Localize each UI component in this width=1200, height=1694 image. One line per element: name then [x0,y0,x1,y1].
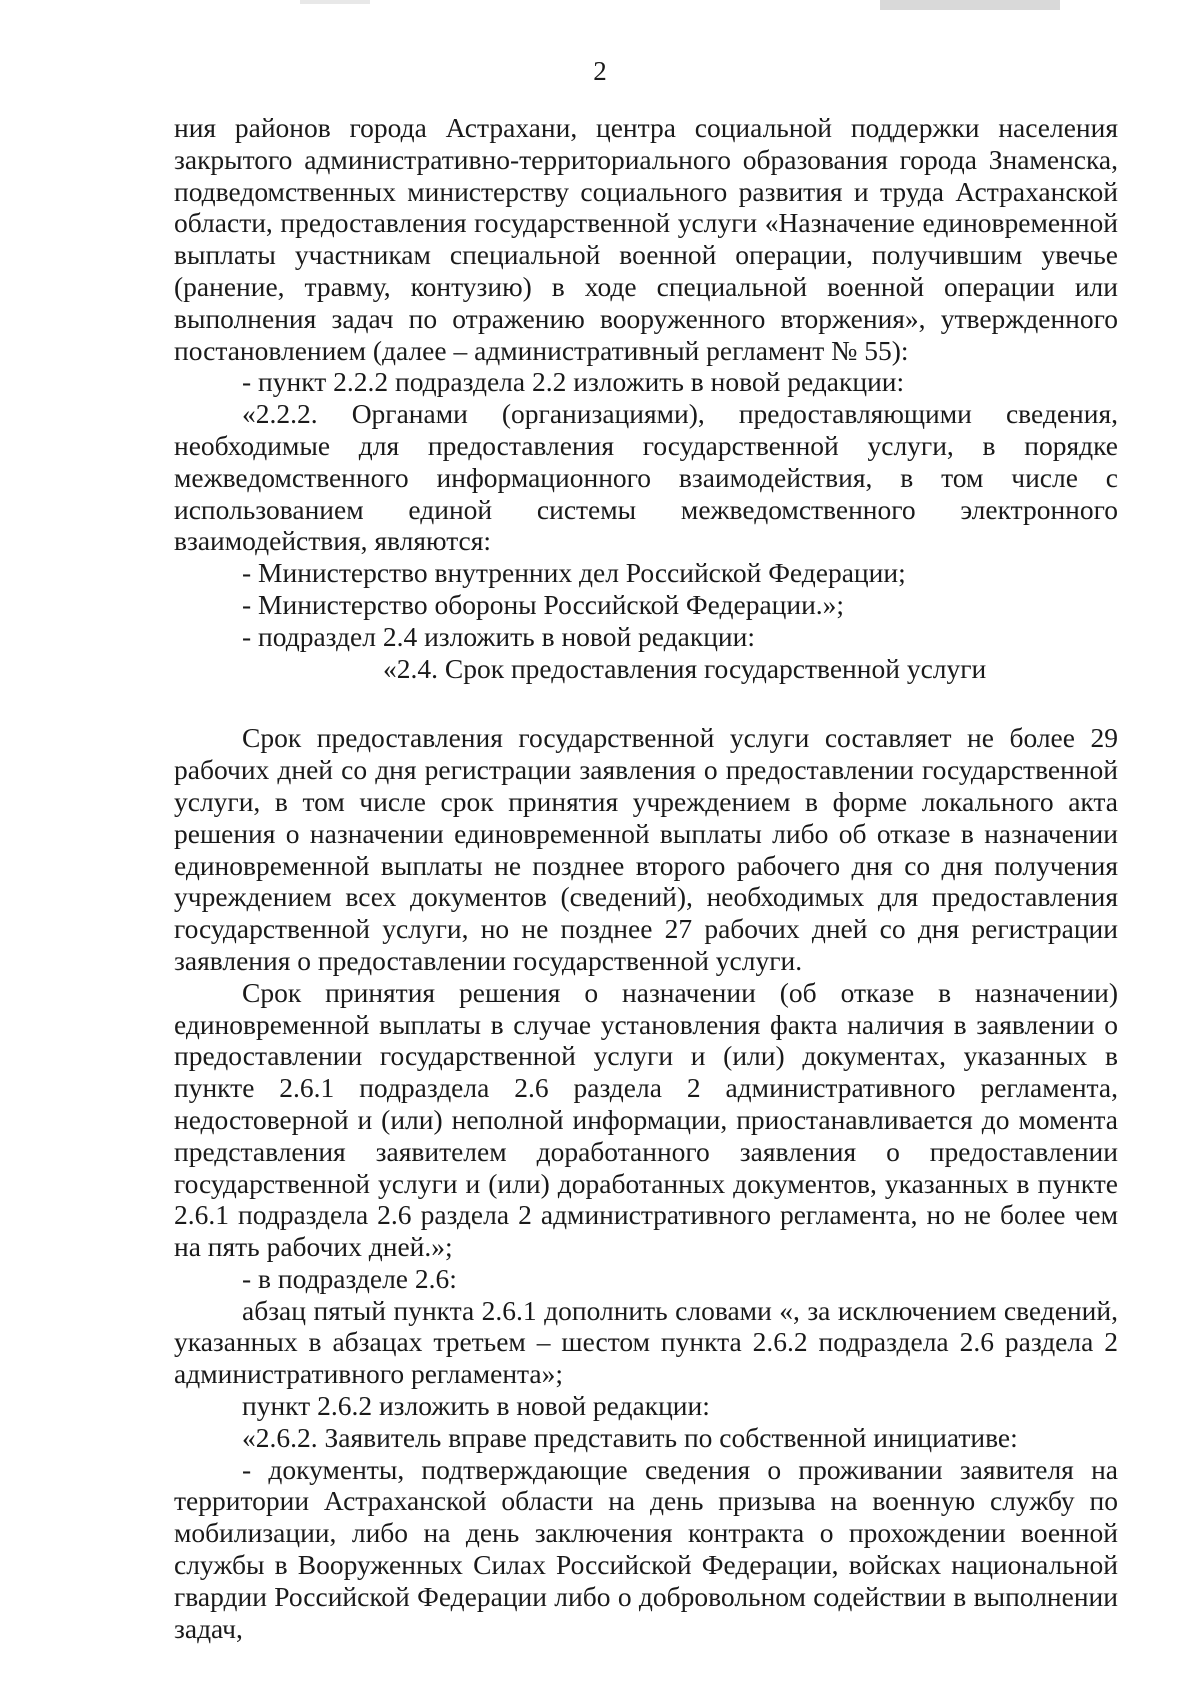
paragraph: Срок принятия решения о назначении (об отказе в назначении) единовременной выплаты в случае установления факта наличия в заявлении о предоставлении государственной услуги и (или) документах, указанных в пункте 2.6.1 подраздела 2.6 раздела 2 административного регламента, недостоверной и (или) неполной информации, приостанавливается до момента представления заявителем доработанного заявления о предоставлении государственной услуги и (или) доработанных документов, указанных в пункте 2.6.1 подраздела 2.6 раздела 2 административного регламента, но не более чем на пять рабочих дней.»; [174,976,1118,1263]
paragraph: - документы, подтверждающие сведения о проживании заявителя на территории Астраханской области на день призыва на военную службу по мобилизации, либо на день заключения контракта о прохождении военной службы в Вооруженных Силах Российской Федерации, войсках национальной гвардии Российской Федерации либо о добровольном содействии в выполнении задач, [174,1453,1118,1644]
paragraph: - пункт 2.2.2 подраздела 2.2 изложить в новой редакции: [242,366,905,398]
paragraph: Срок предоставления государственной услуги составляет не более 29 рабочих дней со дня регистрации заявления о предоставлении государственной услуги, в том числе срок принятия учреждением в форме локального акта решения о назначении единовременной выплаты либо об отказе в назначении единовременной выплаты не позднее второго рабочего дня со дня получения учреждением всех документов (сведений), необходимых для предоставления государственной услуги, но не позднее 27 рабочих дней со дня регистрации заявления о предоставлении государственной услуги. [174,722,1118,976]
paragraph: - Министерство внутренних дел Российской Федерации; [242,557,906,589]
scan-artifact [300,0,370,4]
paragraph: «2.6.2. Заявитель вправе представить по собственной инициативе: [242,1421,1018,1453]
page-number: 2 [593,56,607,86]
paragraph: - подраздел 2.4 изложить в новой редакции: [242,620,755,652]
paragraph: ния районов города Астрахани, центра социальной поддержки населения закрытого административно-территориального образования города Знаменска, подведомственных министерству социального развития и труда Астраханской области, предоставления государственной услуги «Назначение единовременной выплаты участникам специальной военной операции, получившим увечье (ранение, травму, контузию) в ходе специальной военной операции или выполнения задач по отражению вооруженного вторжения», утвержденного постановлением (далее – административный регламент № 55): [174,112,1118,366]
paragraph: пункт 2.6.2 изложить в новой редакции: [242,1390,710,1422]
paragraph: абзац пятый пункта 2.6.1 дополнить словами «, за исключением сведений, указанных в абзацах третьем – шестом пункта 2.6.2 подраздела 2.6 раздела 2 административного регламента»; [174,1294,1118,1390]
section-heading: «2.4. Срок предоставления государственной услуги [383,652,987,684]
paragraph: - Министерство обороны Российской Федерации.»; [242,588,845,620]
scan-artifact [880,0,1060,10]
paragraph: «2.2.2. Органами (организациями), предоставляющими сведения, необходимые для предоставления государственной услуги, в порядке межведомственного информационного взаимодействия, в том числе с использованием единой системы межведомственного электронного взаимодействия, являются: [174,398,1118,557]
document-body [174,112,1118,1644]
paragraph: - в подразделе 2.6: [242,1262,457,1294]
